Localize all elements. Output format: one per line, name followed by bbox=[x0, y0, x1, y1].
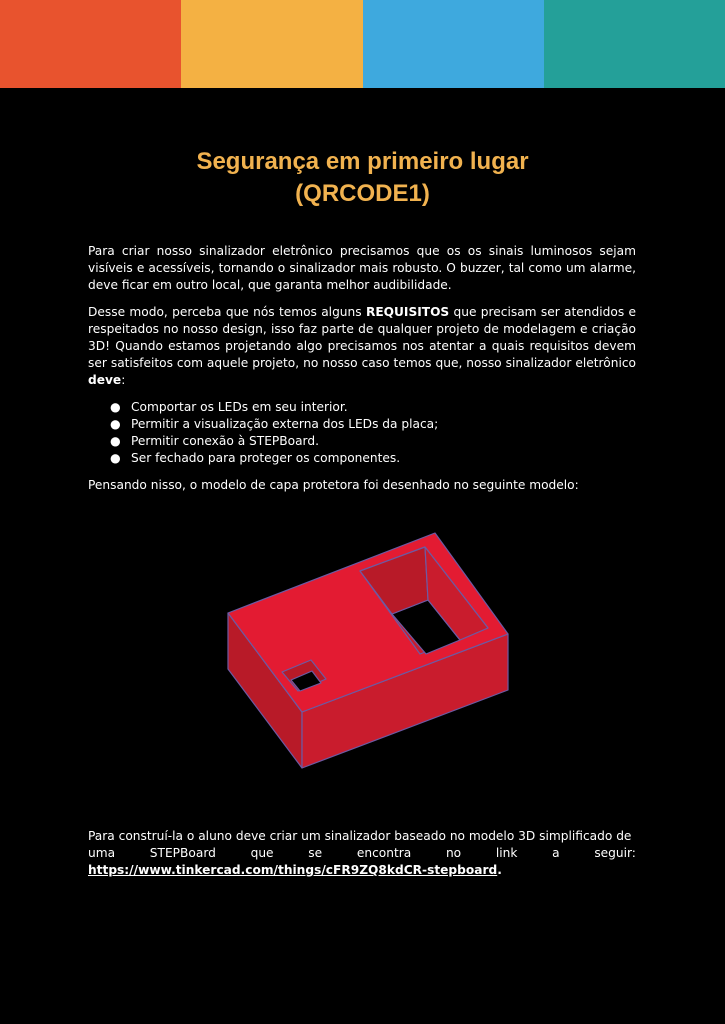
intro-paragraph: Para criar nosso sinalizador eletrônico precisamos que os os sinais luminosos sejam visíveis e acessíveis, tornando o sinalizador mais robusto. O buzzer, tal como um alarme, deve ficar em outro local, que garanta melhor audibilidade. bbox=[88, 244, 636, 292]
stripe-yellow bbox=[181, 0, 362, 88]
list-item-text: Permitir a visualização externa dos LEDs da placa; bbox=[131, 417, 439, 431]
footer-word: se bbox=[308, 846, 323, 860]
footer-word: link bbox=[495, 846, 518, 860]
footer-word: STEPBoard bbox=[149, 846, 216, 860]
req-keyword: REQUISITOS bbox=[365, 305, 450, 319]
stripe-blue bbox=[363, 0, 544, 88]
list-item bbox=[110, 450, 636, 467]
footer-end: . bbox=[497, 863, 502, 877]
main-content bbox=[88, 243, 636, 504]
footer-word: que bbox=[250, 846, 274, 860]
req-text-middle: que precisam ser atendidos e respeitados no nosso design, isso faz parte de qualquer projeto de modelagem e criação 3D! Quando estamos projetando algo precisamos nos atentar a quais requisitos devem ser satisfeitos com aquele projeto, no nosso caso temos que, nosso sinalizador eletrônico bbox=[88, 305, 637, 370]
bullet-icon: ● bbox=[110, 451, 121, 465]
footer-line-1: Para construí-la o aluno deve criar um sinalizador baseado no modelo 3D simplificado de bbox=[88, 829, 632, 843]
footer-line-3 bbox=[88, 862, 636, 879]
protective-case-3d-model bbox=[220, 528, 515, 773]
title-line-2: (QRCODE1) bbox=[295, 180, 430, 207]
footer-line-2 bbox=[88, 845, 636, 862]
stripe-teal bbox=[544, 0, 725, 88]
req-emphasis: deve bbox=[88, 373, 122, 387]
footer-word: seguir: bbox=[594, 846, 636, 860]
list-item-text: Ser fechado para proteger os componentes. bbox=[131, 451, 401, 465]
footer-paragraph bbox=[88, 828, 636, 879]
stripe-orange bbox=[0, 0, 181, 88]
requirements-paragraph bbox=[88, 304, 636, 389]
footer-word: uma bbox=[88, 846, 116, 860]
req-text-before: Desse modo, perceba que nós temos alguns bbox=[88, 305, 366, 319]
list-item-text: Permitir conexão à STEPBoard. bbox=[131, 434, 319, 448]
req-text-after: : bbox=[121, 373, 126, 387]
bullet-icon: ● bbox=[110, 400, 121, 414]
title-line-1: Segurança em primeiro lugar bbox=[196, 148, 529, 175]
footer-word: encontra bbox=[356, 846, 412, 860]
bullet-icon: ● bbox=[110, 417, 121, 431]
bullet-icon: ● bbox=[110, 434, 121, 448]
list-item-text: Comportar os LEDs em seu interior. bbox=[131, 400, 348, 414]
list-item bbox=[110, 433, 636, 450]
footer-word: a bbox=[552, 846, 560, 860]
color-stripes bbox=[0, 0, 725, 88]
list-item bbox=[110, 416, 636, 433]
page-title bbox=[0, 146, 725, 210]
list-item bbox=[110, 399, 636, 416]
requirements-list bbox=[88, 399, 636, 467]
model-intro-paragraph: Pensando nisso, o modelo de capa protetora foi desenhado no seguinte modelo: bbox=[88, 478, 579, 492]
footer-word: no bbox=[445, 846, 462, 860]
tinkercad-link[interactable]: https://www.tinkercad.com/things/cFR9ZQ8kdCR-stepboard bbox=[88, 863, 498, 877]
